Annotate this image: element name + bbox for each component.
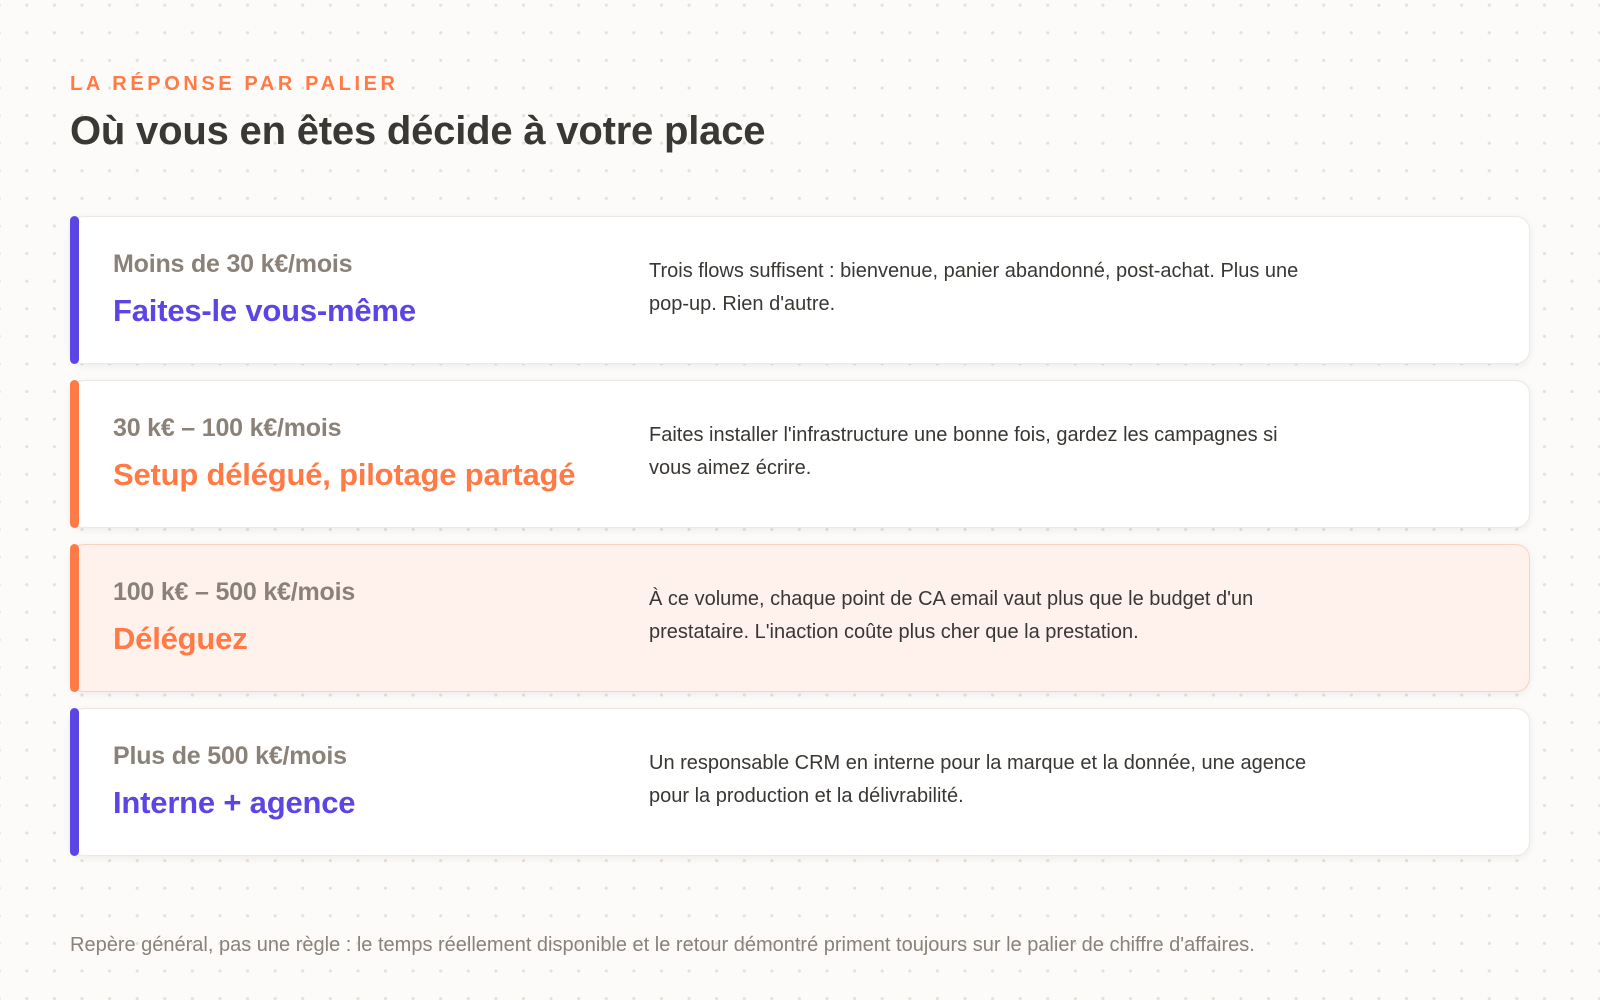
- page-title: Où vous en êtes décide à votre place: [70, 109, 766, 153]
- tier-card-2: [70, 380, 1530, 528]
- tier-accent-bar: [70, 216, 79, 364]
- tier-range: Moins de 30 k€/mois: [113, 250, 353, 278]
- tier-accent-bar: [70, 544, 79, 692]
- tier-name: Faites-le vous-même: [113, 293, 416, 328]
- tier-description: Trois flows suffisent : bienvenue, panier abandonné, post-achat. Plus une pop-up. Rien d'autre.: [649, 260, 1299, 315]
- tier-description: Un responsable CRM en interne pour la marque et la donnée, une agence pour la production et la délivrabilité.: [649, 752, 1307, 807]
- tier-name: Setup délégué, pilotage partagé: [113, 457, 576, 492]
- tier-name: Interne + agence: [113, 785, 356, 820]
- tier-description: Faites installer l'infrastructure une bonne fois, gardez les campagnes si vous aimez écrire.: [649, 424, 1278, 479]
- tier-name: Déléguez: [113, 621, 248, 656]
- tier-description: À ce volume, chaque point de CA email vaut plus que le budget d'un prestataire. L'inaction coûte plus cher que la prestation.: [649, 588, 1254, 643]
- tier-card-4: [70, 708, 1530, 856]
- tier-range: 100 k€ – 500 k€/mois: [113, 578, 356, 606]
- section-eyebrow: LA RÉPONSE PAR PALIER: [70, 73, 399, 95]
- tier-card-1: [70, 216, 1530, 364]
- tier-accent-bar: [70, 380, 79, 528]
- tier-range: 30 k€ – 100 k€/mois: [113, 414, 342, 442]
- tier-card-3: [70, 544, 1530, 692]
- tier-list: [70, 216, 1530, 872]
- tier-section: [70, 72, 1530, 820]
- tier-range: Plus de 500 k€/mois: [113, 742, 347, 770]
- tier-accent-bar: [70, 708, 79, 856]
- footnote: Repère général, pas une règle : le temps réellement disponible et le retour démontré priment toujours sur le palier de chiffre d'affaires.: [70, 934, 1255, 956]
